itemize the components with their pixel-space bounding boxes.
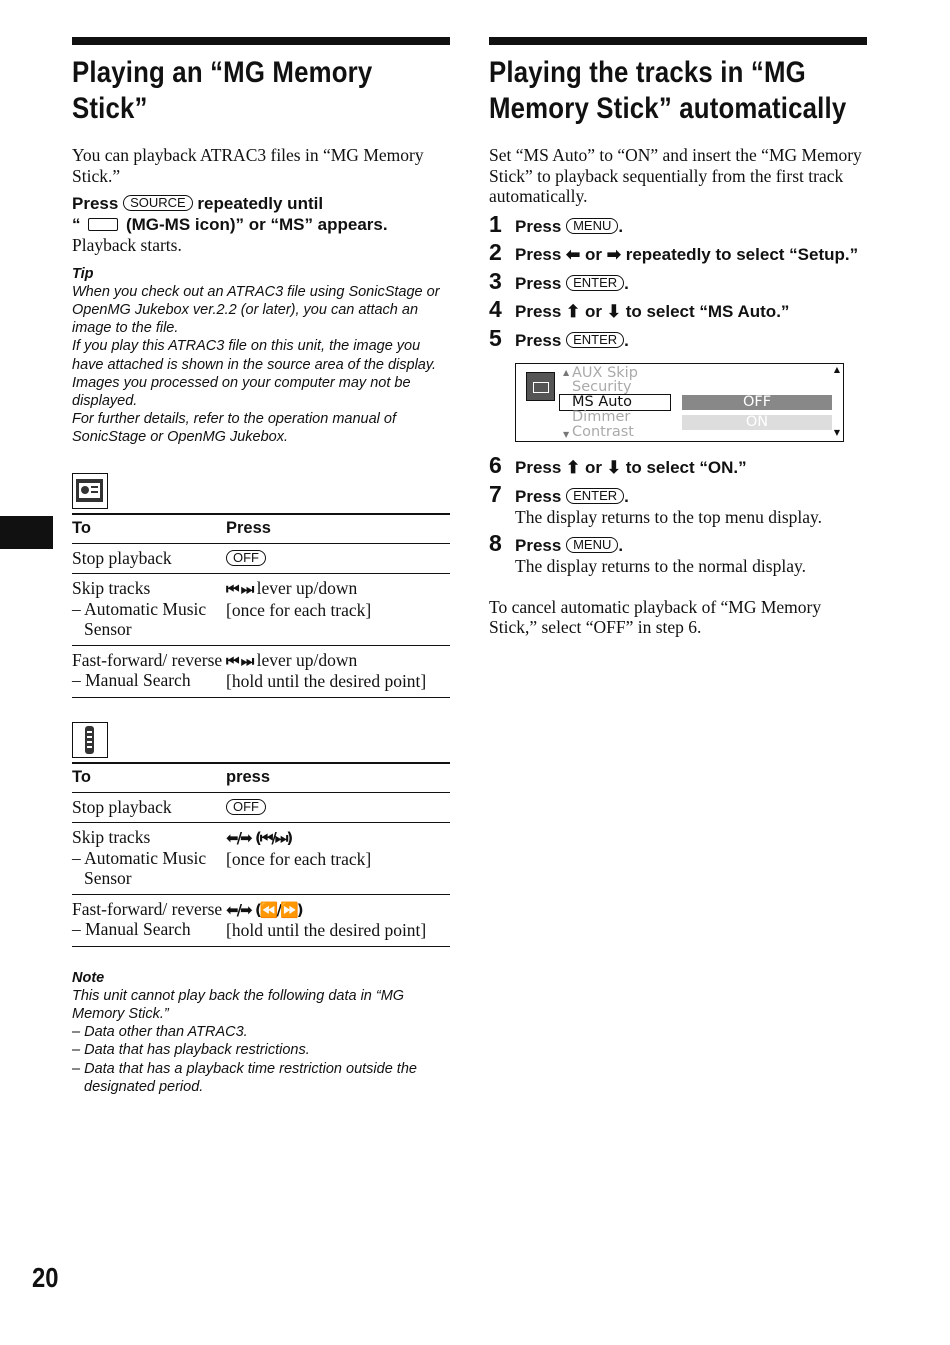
- row-action-label: Skip tracks: [72, 578, 151, 599]
- instruction-quote: “: [72, 214, 81, 234]
- enter-button: ENTER: [566, 488, 624, 504]
- row-press: [226, 894, 450, 946]
- table-row: [72, 543, 450, 574]
- seek-lever-icon: ⏮ ⏭: [226, 651, 253, 670]
- off-button: OFF: [226, 799, 266, 815]
- step-number: 2: [489, 239, 502, 265]
- skip-icons: (⏮/⏭): [255, 829, 292, 848]
- enter-button: ENTER: [566, 275, 624, 291]
- step-text: Press: [515, 486, 562, 506]
- step-number: 5: [489, 324, 502, 351]
- step-text: Press: [515, 273, 562, 293]
- instruction: [72, 194, 450, 235]
- scroll-up-icon: ▲: [563, 368, 570, 377]
- off-button: OFF: [226, 550, 266, 566]
- menu-item: AUX Skip: [572, 365, 638, 381]
- row-press: [226, 543, 450, 574]
- step-item: [489, 324, 867, 352]
- table2-col-to: To: [72, 763, 226, 793]
- tip-line: If you play this ATRAC3 file on this unit, the image you have attached is shown in the source area of the display. Images you processed on your computer may not be displayed.: [72, 338, 437, 409]
- row-press: [226, 645, 450, 697]
- step-period: .: [618, 535, 624, 555]
- table-row: [72, 792, 450, 823]
- row-action: Stop playback: [72, 792, 226, 823]
- instruction-repeat: repeatedly until: [197, 194, 324, 213]
- title-rule: [72, 37, 450, 45]
- row-action-sub: – Manual Search: [72, 670, 191, 691]
- step-number: 8: [489, 529, 502, 556]
- scroll-down-icon: ▼: [563, 430, 570, 439]
- row-action-sub: – Automatic Music Sensor: [72, 598, 207, 640]
- note-item: – Data other than ATRAC3.: [72, 1024, 248, 1041]
- left-column: [72, 37, 450, 1096]
- table-row: [72, 894, 450, 946]
- menu-button: MENU: [566, 537, 618, 553]
- row-action-sub: – Automatic Music Sensor: [72, 847, 207, 889]
- menu-item: Dimmer: [572, 409, 631, 425]
- tip-heading: Tip: [72, 265, 94, 282]
- scrollbar-down-icon: ▼: [833, 428, 840, 437]
- step-number: 3: [489, 267, 502, 294]
- row-action: [72, 823, 226, 895]
- step-number: 4: [489, 296, 502, 322]
- step-text: Press: [515, 216, 562, 236]
- setup-icon: [526, 372, 555, 401]
- row-press-sub: [hold until the desired point]: [226, 920, 427, 941]
- title-rule: [489, 37, 867, 45]
- row-press-sub: [once for each track]: [226, 848, 372, 869]
- left-intro: You can playback ATRAC3 files in “MG Memory Stick.”: [72, 145, 424, 186]
- table-row: [72, 645, 450, 697]
- row-action: [72, 574, 226, 646]
- step-text: Press ⬆ or ⬇ to select “ON.”: [515, 458, 747, 477]
- note-item: – Data that has a playback time restriction outside the designated period.: [72, 1060, 417, 1095]
- search-icons: (⏪/⏩): [255, 900, 302, 919]
- note-block: [72, 969, 450, 1096]
- source-button: SOURCE: [123, 195, 193, 211]
- setup-display: [515, 363, 844, 442]
- page-number: 20: [32, 1262, 59, 1293]
- left-right-arrows-icon: ⬅/➡: [226, 829, 251, 848]
- section-tab: [0, 516, 53, 549]
- step-item: [489, 210, 867, 238]
- right-outro: To cancel automatic playback of “MG Memory Stick,” select “OFF” in step 6.: [489, 596, 822, 637]
- step-period: .: [624, 273, 629, 293]
- step-number: 1: [489, 210, 502, 237]
- option-on: ON: [682, 415, 832, 430]
- instruction-press: Press: [72, 194, 119, 213]
- main-unit-table: [72, 513, 450, 698]
- menu-item: Contrast: [572, 424, 634, 440]
- table1-col-to: To: [72, 514, 226, 544]
- left-title: Playing an “MG Memory Stick”: [72, 56, 373, 125]
- left-right-arrows-icon: ⬅/➡: [226, 900, 251, 919]
- table-row: [72, 574, 450, 646]
- step-number: 7: [489, 480, 502, 507]
- remote-table: [72, 762, 450, 947]
- row-press-sub: [once for each track]: [226, 599, 372, 620]
- head-unit-icon-graphic: [73, 474, 106, 507]
- row-press-sub: [hold until the desired point]: [226, 671, 427, 692]
- step-result: The display returns to the normal display.: [515, 556, 806, 576]
- table-row: [72, 823, 450, 895]
- table1-col-press: Press: [226, 514, 450, 544]
- menu-button: MENU: [566, 218, 618, 234]
- scrollbar-up-icon: ▲: [833, 365, 840, 374]
- step-item: [489, 529, 867, 577]
- tip-line: For further details, refer to the operation manual of SonicStage or OpenMG Jukebox.: [72, 411, 397, 446]
- menu-item: Security: [572, 379, 632, 395]
- right-title: Playing the tracks in “MG Memory Stick” automatically: [489, 56, 847, 125]
- step-period: .: [624, 486, 629, 506]
- step-item: [489, 296, 867, 323]
- head-unit-icon: [72, 473, 108, 509]
- tip-line: When you check out an ATRAC3 file using SonicStage or OpenMG Jukebox ver.2.2 (or later), you can attach an image to the file.: [72, 283, 440, 337]
- option-off: OFF: [682, 395, 832, 410]
- menu-item-selected: MS Auto: [559, 394, 671, 411]
- note-heading: Note: [72, 969, 105, 986]
- mg-ms-icon: [88, 218, 118, 231]
- step-text: Press ⬅ or ➡ repeatedly to select “Setup.”: [515, 245, 859, 264]
- instruction-result: Playback starts.: [72, 235, 182, 255]
- table2-col-press: press: [226, 763, 450, 793]
- row-action: [72, 645, 226, 697]
- row-press-text: lever up/down: [256, 578, 358, 599]
- row-action: [72, 894, 226, 946]
- step-item: [489, 239, 867, 266]
- enter-button: ENTER: [566, 332, 624, 348]
- step-item: [489, 452, 867, 479]
- remote-control-icon: [72, 722, 108, 758]
- step-text: Press ⬆ or ⬇ to select “MS Auto.”: [515, 302, 790, 321]
- instruction-appears: (MG-MS icon)” or “MS” appears.: [125, 214, 388, 234]
- row-action-label: Skip tracks: [72, 827, 151, 848]
- row-action-sub: – Manual Search: [72, 919, 191, 940]
- step-period: .: [618, 216, 624, 236]
- note-text: This unit cannot play back the following data in “MG Memory Stick.”: [72, 987, 405, 1022]
- step-period: .: [624, 330, 629, 350]
- note-item: – Data that has playback restrictions.: [72, 1042, 310, 1059]
- step-number: 6: [489, 452, 502, 478]
- row-action: Stop playback: [72, 543, 226, 574]
- row-press: [226, 823, 450, 895]
- row-action-label: Fast-forward/ reverse: [72, 649, 223, 670]
- step-item: [489, 480, 867, 528]
- seek-lever-icon: ⏮ ⏭: [226, 580, 253, 599]
- step-result: The display returns to the top menu display.: [515, 507, 823, 527]
- right-intro: Set “MS Auto” to “ON” and insert the “MG Memory Stick” to playback sequentially from the first track automatically.: [489, 145, 862, 206]
- row-press-text: lever up/down: [256, 649, 358, 670]
- remote-control-icon-graphic: [73, 723, 106, 756]
- row-action-label: Fast-forward/ reverse: [72, 898, 223, 919]
- step-item: [489, 267, 867, 295]
- tip-block: [72, 265, 450, 447]
- right-column: [489, 37, 867, 638]
- step-text: Press: [515, 330, 562, 350]
- step-text: Press: [515, 535, 562, 555]
- row-press: [226, 574, 450, 646]
- steps-list: [489, 210, 867, 577]
- row-press: [226, 792, 450, 823]
